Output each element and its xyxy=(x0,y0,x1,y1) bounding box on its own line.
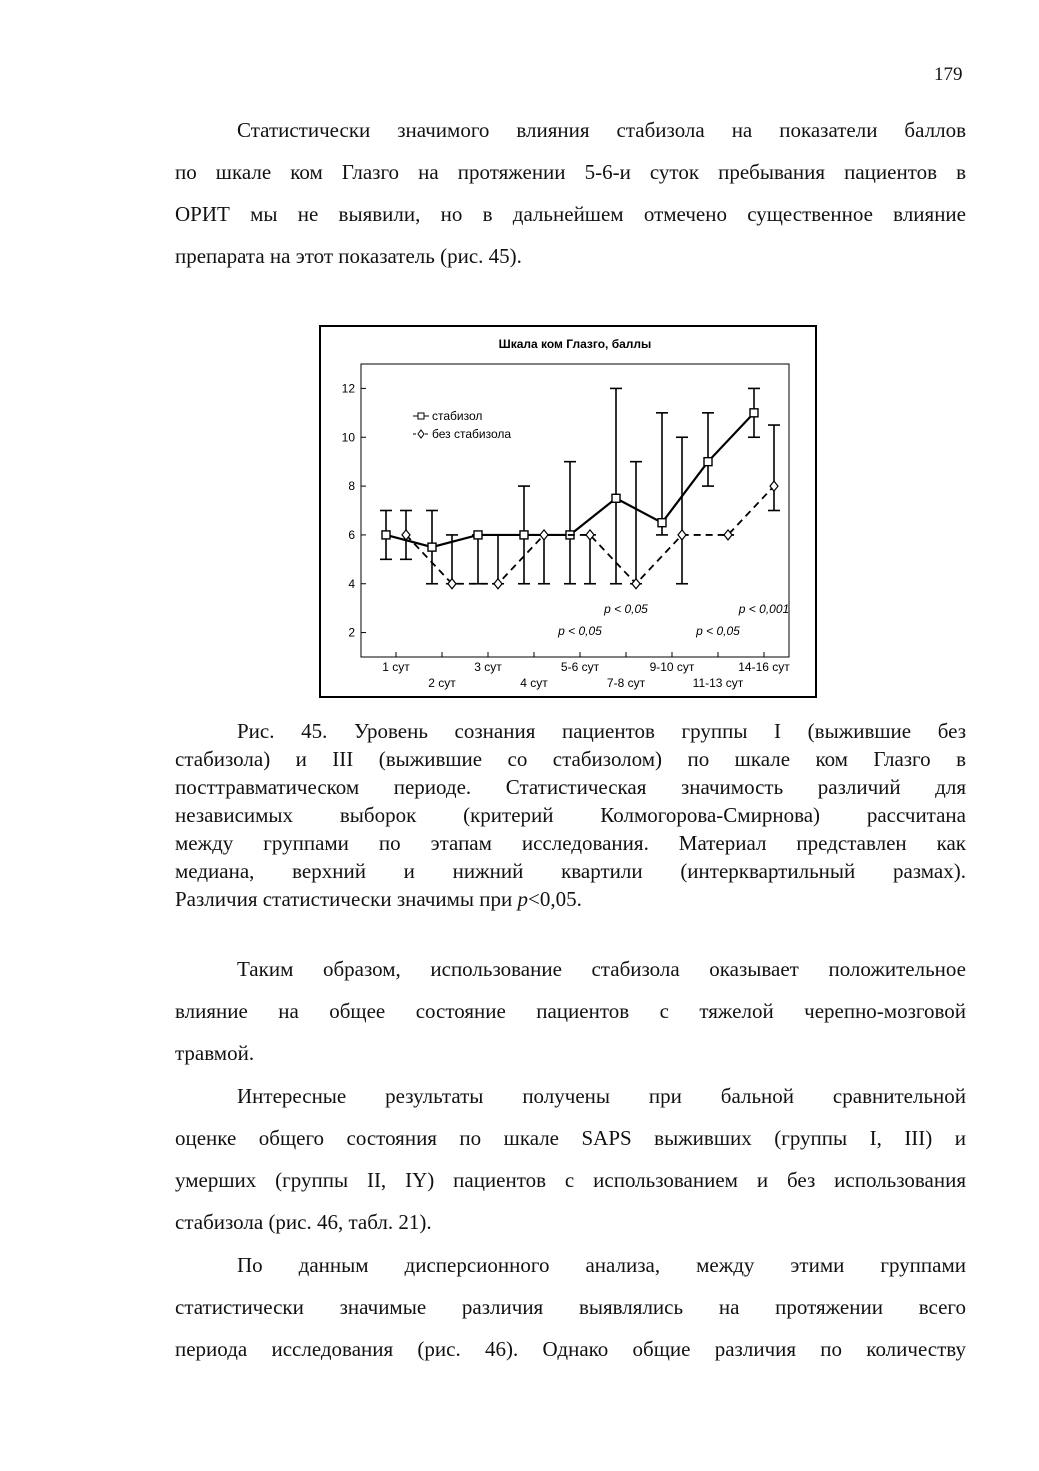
x-tick-label: 3 сут xyxy=(474,660,502,674)
x-tick-label: 2 сут xyxy=(428,676,456,690)
data-point-square xyxy=(428,543,436,551)
caption-line: Рис. 45. Уровень сознания пациентов группы I (выжившие без xyxy=(237,719,966,743)
chart-svg xyxy=(321,327,815,696)
data-point-square xyxy=(474,531,482,539)
page-number: 179 xyxy=(934,64,963,85)
y-tick-label: 12 xyxy=(341,381,355,396)
x-tick-label: 1 сут xyxy=(382,660,410,674)
significance-annotation: p < 0,001 xyxy=(738,602,790,616)
figure-caption xyxy=(175,717,966,913)
caption-line: между группами по этапам исследования. Материал представлен как xyxy=(175,831,966,855)
y-tick-label: 2 xyxy=(348,625,355,640)
text-line: статистически значимые различия выявлялись на протяжении всего xyxy=(175,1295,966,1319)
caption-threshold: <0,05. xyxy=(528,887,582,911)
x-tick-label: 4 сут xyxy=(520,676,548,690)
data-point-square xyxy=(612,494,620,502)
legend-label: стабизол xyxy=(432,409,483,423)
x-tick-label: 11-13 сут xyxy=(692,676,744,690)
paragraph-1 xyxy=(175,109,966,277)
data-point-square xyxy=(520,531,528,539)
text-line: Интересные результаты получены при бальной сравнительной xyxy=(237,1084,966,1108)
figure-chart xyxy=(319,325,817,698)
caption-line: медиана, верхний и нижний квартили (интерквартильный размах). xyxy=(175,859,966,883)
caption-p-symbol: p xyxy=(517,887,529,911)
x-tick-label: 9-10 сут xyxy=(649,660,695,674)
y-tick-label: 6 xyxy=(348,527,355,542)
data-point-diamond xyxy=(494,579,502,589)
text-line: По данным дисперсионного анализа, между этими группами xyxy=(237,1253,966,1277)
data-point-square xyxy=(658,519,666,527)
plot-frame xyxy=(361,364,789,657)
text-line: препарата на этот показатель (рис. 45). xyxy=(175,244,522,268)
caption-line-last xyxy=(175,885,966,913)
caption-line: посттравматическом периоде. Статистическая значимость различий для xyxy=(175,775,966,799)
legend-label: без стабизола xyxy=(432,427,512,441)
x-tick-label: 14-16 сут xyxy=(738,660,790,674)
paragraph-2 xyxy=(175,948,966,1074)
text-line: оценке общего состояния по шкале SAPS выживших (группы I, III) и xyxy=(175,1126,966,1150)
y-tick-label: 10 xyxy=(341,430,355,445)
paragraph-4 xyxy=(175,1244,966,1370)
x-tick-label: 5-6 сут xyxy=(560,660,600,674)
x-tick-label: 7-8 сут xyxy=(606,676,646,690)
legend-marker-square xyxy=(418,413,424,419)
text-line: ОРИТ мы не выявили, но в дальнейшем отмечено существенное влияние xyxy=(175,202,966,226)
text-line: травмой. xyxy=(175,1041,255,1065)
text-line: Статистически значимого влияния стабизола на показатели баллов xyxy=(237,118,966,142)
data-point-diamond xyxy=(678,530,686,540)
text-line: периода исследования (рис. 46). Однако общие различия по количеству xyxy=(175,1337,966,1361)
data-point-square xyxy=(704,458,712,466)
paragraph-3 xyxy=(175,1075,966,1243)
data-point-square xyxy=(750,409,758,417)
significance-annotation: p < 0,05 xyxy=(558,624,602,638)
text-line: влияние на общее состояние пациентов с тяжелой черепно-мозговой xyxy=(175,999,966,1023)
data-point-square xyxy=(382,531,390,539)
y-tick-label: 8 xyxy=(348,479,355,494)
caption-line: независимых выборок (критерий Колмогорова-Смирнова) рассчитана xyxy=(175,803,966,827)
caption-text: Различия статистически значимы при xyxy=(175,887,518,911)
text-line: по шкале ком Глазго на протяжении 5-6-и суток пребывания пациентов в xyxy=(175,160,966,184)
caption-line: стабизола) и III (выжившие со стабизолом) по шкале ком Глазго в xyxy=(175,747,966,771)
legend-marker-diamond xyxy=(418,430,424,438)
chart-title: Шкала ком Глазго, баллы xyxy=(498,337,652,351)
text-line: умерших (группы II, IY) пациентов с использованием и без использования xyxy=(175,1168,966,1192)
text-line: стабизола (рис. 46, табл. 21). xyxy=(175,1210,432,1234)
y-tick-label: 4 xyxy=(348,576,355,591)
significance-annotation: p < 0,05 xyxy=(604,602,648,616)
significance-annotation: p < 0,05 xyxy=(696,624,740,638)
text-line: Таким образом, использование стабизола оказывает положительное xyxy=(237,957,966,981)
data-point-diamond xyxy=(540,530,548,540)
